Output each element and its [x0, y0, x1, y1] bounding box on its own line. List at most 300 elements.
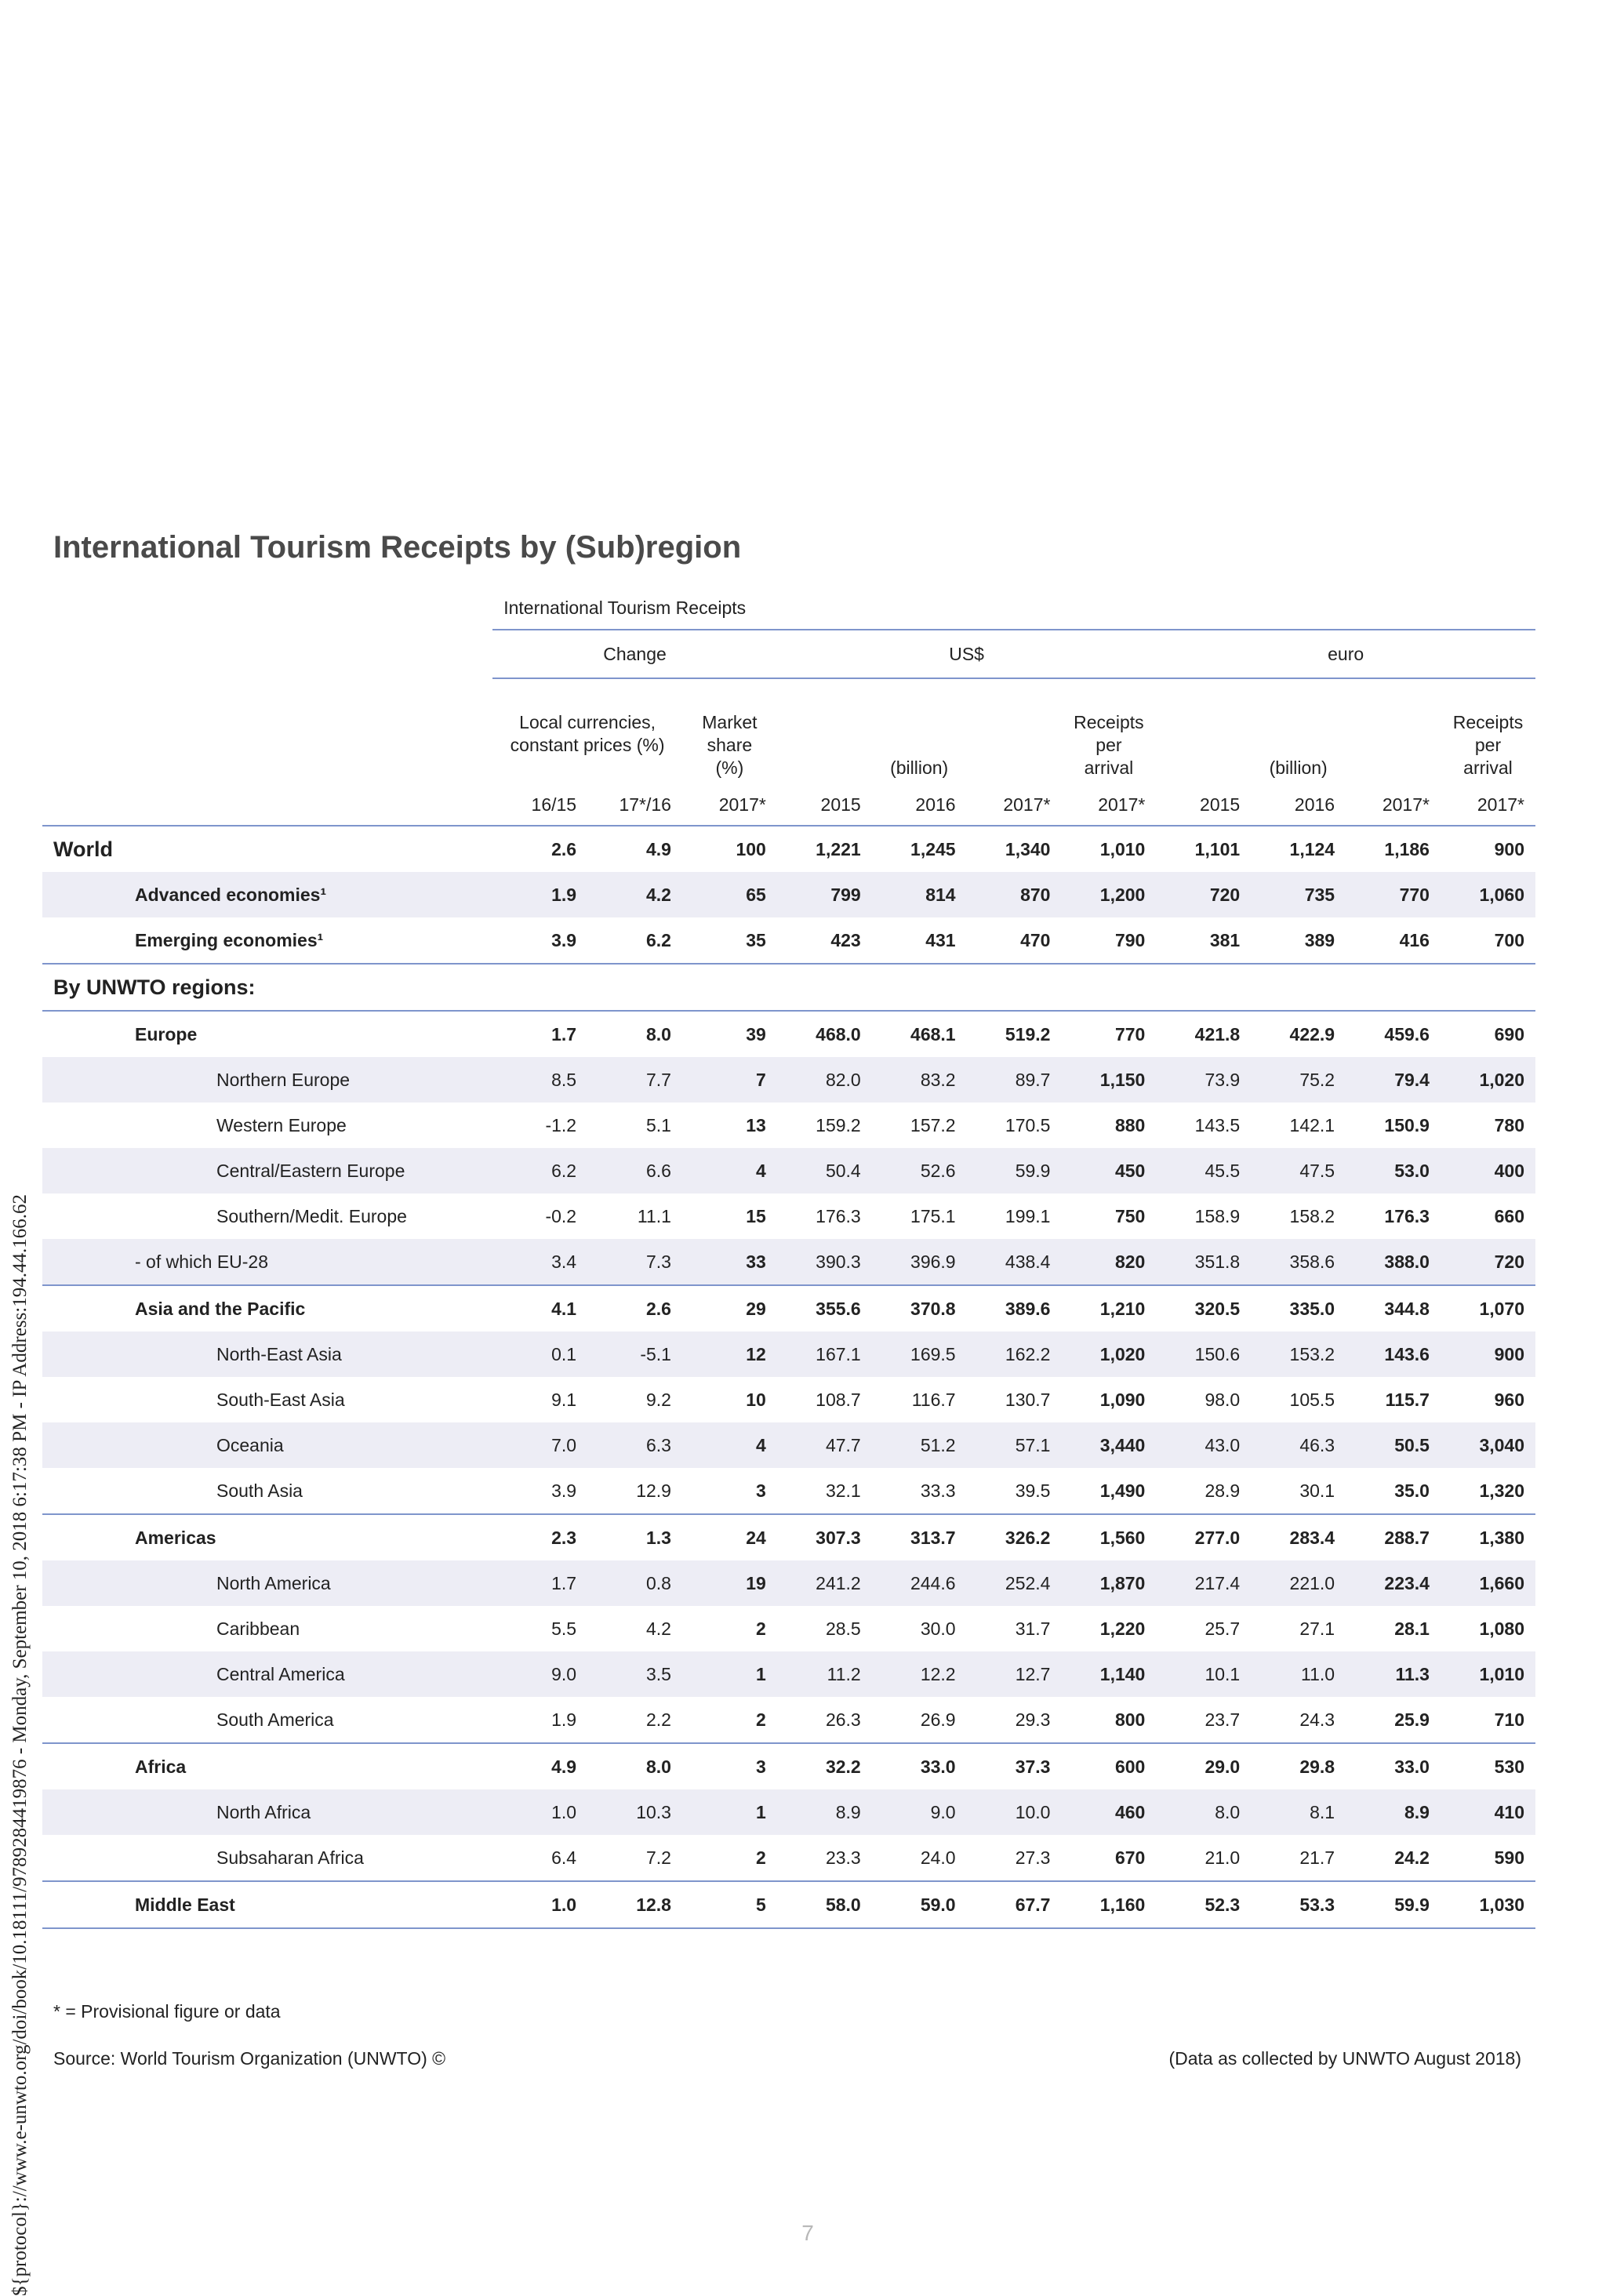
table-cell: 45.5 — [1156, 1148, 1251, 1193]
table-cell: 158.2 — [1289, 1205, 1335, 1226]
table-cell: 31.7 — [1015, 1618, 1051, 1639]
table-cell: 59.0 — [872, 1881, 967, 1928]
table-cell: 53.0 — [1346, 1148, 1441, 1193]
table-cell: 8.9 — [1346, 1789, 1441, 1835]
table-cell: 28.5 — [825, 1618, 861, 1639]
table-cell: 8.0 — [587, 1743, 682, 1789]
table-cell: 244.6 — [872, 1560, 967, 1606]
header-row-subgroups — [42, 678, 1535, 784]
table-cell: 26.9 — [920, 1709, 956, 1730]
table-cell: 37.3 — [967, 1743, 1062, 1789]
header-receipts-per-arrival-usd: Receipts per arrival — [1061, 678, 1156, 784]
table-row — [42, 872, 1535, 917]
table-row — [42, 1560, 1535, 1606]
header-change: Change — [492, 630, 777, 678]
table-cell: 3.4 — [492, 1239, 587, 1285]
collection-note: (Data as collected by UNWTO August 2018) — [1168, 2048, 1521, 2069]
table-row — [42, 1148, 1535, 1193]
table-cell: 6.2 — [587, 917, 682, 964]
table-cell: 2.6 — [551, 838, 577, 859]
table-cell: 422.9 — [1289, 1023, 1335, 1044]
row-label: Central/Eastern Europe — [42, 1148, 492, 1193]
table-cell: 3.9 — [551, 1480, 577, 1501]
table-cell: 170.5 — [1005, 1114, 1051, 1135]
header-euro: euro — [1156, 630, 1535, 678]
table-row — [42, 1331, 1535, 1377]
table-cell: 3 — [756, 1480, 766, 1501]
table-cell: 780 — [1494, 1114, 1524, 1135]
table-cell: 5 — [682, 1881, 777, 1928]
table-cell: 24.0 — [920, 1847, 956, 1868]
table-cell: 100 — [736, 838, 766, 859]
table-cell: 389 — [1251, 917, 1346, 964]
table-cell: 27.3 — [1015, 1847, 1051, 1868]
table-cell: 700 — [1441, 917, 1535, 964]
table-body — [42, 826, 1535, 1928]
row-label: South America — [216, 1709, 334, 1730]
table-cell: 820 — [1061, 1239, 1156, 1285]
table-cell: 9.1 — [551, 1389, 577, 1410]
row-label: Subsaharan Africa — [216, 1847, 364, 1868]
table-cell: 960 — [1494, 1389, 1524, 1410]
table-cell: 58.0 — [777, 1881, 872, 1928]
table-cell: 1,660 — [1441, 1560, 1535, 1606]
table-cell: 143.6 — [1346, 1331, 1441, 1377]
table-cell: 470 — [967, 917, 1062, 964]
table-cell: 1,320 — [1479, 1480, 1524, 1501]
table-cell: 51.2 — [872, 1422, 967, 1468]
table-cell: 50.4 — [777, 1148, 872, 1193]
table-cell: 19 — [682, 1560, 777, 1606]
table-cell: 252.4 — [967, 1560, 1062, 1606]
table-cell: 1,060 — [1441, 872, 1535, 917]
table-cell: 355.6 — [777, 1285, 872, 1331]
table-cell: 770 — [1114, 1023, 1146, 1044]
table-cell: 600 — [1061, 1743, 1156, 1789]
row-label: - of which EU-28 — [42, 1239, 492, 1285]
table-cell: 6.4 — [551, 1847, 577, 1868]
table-cell: 23.7 — [1204, 1709, 1241, 1730]
table-cell: 389.6 — [967, 1285, 1062, 1331]
table-cell: 720 — [1156, 872, 1251, 917]
table-row — [42, 917, 1535, 964]
table-cell: 2 — [756, 1618, 766, 1639]
table-cell: 3.5 — [587, 1651, 682, 1697]
table-cell: 388.0 — [1346, 1239, 1441, 1285]
header-billion-usd: (billion) — [777, 678, 1062, 784]
row-label: Asia and the Pacific — [42, 1285, 492, 1331]
table-cell: 900 — [1494, 838, 1524, 859]
table-cell: 11.0 — [1251, 1651, 1346, 1697]
table-cell: 23.3 — [825, 1847, 861, 1868]
table-cell: 25.7 — [1204, 1618, 1241, 1639]
table-row — [42, 1606, 1535, 1651]
table-cell: 143.5 — [1194, 1114, 1241, 1135]
year-header: 2016 — [872, 784, 967, 826]
table-cell: 390.3 — [777, 1239, 872, 1285]
table-cell: 24.3 — [1299, 1709, 1335, 1730]
table-cell: 33.0 — [1346, 1743, 1441, 1789]
table-cell: 47.5 — [1251, 1148, 1346, 1193]
table-cell: -0.2 — [545, 1205, 577, 1226]
table-cell: 7 — [682, 1057, 777, 1103]
table-cell: 800 — [1114, 1709, 1146, 1730]
table-cell: 1,221 — [816, 838, 861, 859]
table-cell: 30.0 — [920, 1618, 956, 1639]
table-cell: 24 — [682, 1514, 777, 1560]
table-cell: 750 — [1114, 1205, 1146, 1226]
table-cell: 9.2 — [645, 1389, 671, 1410]
table-cell: 46.3 — [1251, 1422, 1346, 1468]
table-cell: 59.9 — [1346, 1881, 1441, 1928]
table-row — [42, 1285, 1535, 1331]
table-cell: 217.4 — [1156, 1560, 1251, 1606]
table-cell: 52.6 — [872, 1148, 967, 1193]
table-cell: 89.7 — [967, 1057, 1062, 1103]
table-cell: 1,010 — [1099, 838, 1146, 859]
table-row — [42, 964, 1535, 1011]
row-label: Western Europe — [216, 1114, 347, 1135]
row-label: Africa — [42, 1743, 492, 1789]
table-cell: 28.1 — [1394, 1618, 1430, 1639]
table-cell: 157.2 — [910, 1114, 956, 1135]
table-cell: 39 — [746, 1023, 766, 1044]
table-cell: 10 — [746, 1389, 766, 1410]
table-cell: 47.7 — [777, 1422, 872, 1468]
table-cell: 15 — [746, 1205, 766, 1226]
table-cell: 53.3 — [1251, 1881, 1346, 1928]
table-cell: 4.1 — [492, 1285, 587, 1331]
table-cell: 8.9 — [777, 1789, 872, 1835]
table-cell: 1,020 — [1441, 1057, 1535, 1103]
table-row — [42, 1835, 1535, 1881]
table-cell: 410 — [1441, 1789, 1535, 1835]
table-row — [42, 1103, 1535, 1148]
table-cell: 4.2 — [645, 1618, 671, 1639]
table-cell: 7.2 — [645, 1847, 671, 1868]
section-heading: By UNWTO regions: — [42, 964, 492, 1011]
table-row — [42, 1881, 1535, 1928]
table-cell: 1,010 — [1441, 1651, 1535, 1697]
table-cell: 24.2 — [1394, 1847, 1430, 1868]
table-cell: 11.1 — [637, 1205, 671, 1226]
table-cell: 33 — [682, 1239, 777, 1285]
table-cell: 6.6 — [587, 1148, 682, 1193]
table-cell: 75.2 — [1251, 1057, 1346, 1103]
table-cell: 351.8 — [1156, 1239, 1251, 1285]
table-cell: 6.2 — [492, 1148, 587, 1193]
table-cell: 11.2 — [777, 1651, 872, 1697]
table-cell: 344.8 — [1346, 1285, 1441, 1331]
table-cell: 770 — [1346, 872, 1441, 917]
table-cell: 8.0 — [1156, 1789, 1251, 1835]
table-cell: 2 — [756, 1709, 766, 1730]
table-cell: 288.7 — [1346, 1514, 1441, 1560]
table-cell: 0.1 — [492, 1331, 587, 1377]
table-cell: 313.7 — [872, 1514, 967, 1560]
header-billion-euro: (billion) — [1156, 678, 1441, 784]
table-cell: 241.2 — [777, 1560, 872, 1606]
table-cell: 5.5 — [551, 1618, 577, 1639]
table-cell: 28.9 — [1204, 1480, 1241, 1501]
year-header: 2016 — [1251, 784, 1346, 826]
header-row-years — [42, 784, 1535, 826]
table-cell: 159.2 — [816, 1114, 861, 1135]
footnote: * = Provisional figure or data — [53, 2001, 281, 2022]
table-cell: 438.4 — [967, 1239, 1062, 1285]
header-usd: US$ — [777, 630, 1157, 678]
table-cell: 150.6 — [1156, 1331, 1251, 1377]
table-cell: 1,186 — [1384, 838, 1430, 859]
header-local-currencies: Local currencies, constant prices (%) — [492, 678, 682, 784]
table-cell: 1,245 — [910, 838, 956, 859]
table-cell: 176.3 — [1384, 1205, 1430, 1226]
year-header: 2017* — [682, 784, 777, 826]
year-header: 2017* — [967, 784, 1062, 826]
table-cell: 11.3 — [1346, 1651, 1441, 1697]
table-cell: 27.1 — [1299, 1618, 1335, 1639]
table-cell: 590 — [1494, 1847, 1524, 1868]
table-cell: 1,101 — [1194, 838, 1241, 859]
table-cell: 150.9 — [1384, 1114, 1430, 1135]
table-cell: 9.0 — [492, 1651, 587, 1697]
page-number: 7 — [801, 2221, 814, 2245]
table-cell: 39.5 — [1015, 1480, 1051, 1501]
table-cell: -1.2 — [545, 1114, 577, 1135]
table-cell: 73.9 — [1156, 1057, 1251, 1103]
table-cell: 1,124 — [1289, 838, 1335, 859]
year-header: 16/15 — [492, 784, 587, 826]
table-cell: 519.2 — [1005, 1023, 1051, 1044]
table-row — [42, 826, 1535, 872]
table-cell: 52.3 — [1156, 1881, 1251, 1928]
table-cell: 33.0 — [872, 1743, 967, 1789]
table-cell: 468.1 — [910, 1023, 956, 1044]
header-super: International Tourism Receipts — [503, 597, 747, 618]
table-cell: 1,150 — [1061, 1057, 1156, 1103]
table-cell: 167.1 — [777, 1331, 872, 1377]
table-cell: 12.7 — [967, 1651, 1062, 1697]
year-header: 2017* — [1061, 784, 1156, 826]
table-cell: 29 — [682, 1285, 777, 1331]
source-note: Source: World Tourism Organization (UNWTO) © — [53, 2048, 446, 2069]
table-cell: 335.0 — [1251, 1285, 1346, 1331]
table-cell: 450 — [1061, 1148, 1156, 1193]
table-cell: 59.9 — [967, 1148, 1062, 1193]
table-cell: 3,440 — [1061, 1422, 1156, 1468]
table-row — [42, 1011, 1535, 1057]
table-cell: 82.0 — [777, 1057, 872, 1103]
row-label: Northern Europe — [42, 1057, 492, 1103]
table-cell: 1,030 — [1441, 1881, 1535, 1928]
table-cell: 162.2 — [967, 1331, 1062, 1377]
table-cell: 2.3 — [492, 1514, 587, 1560]
table-cell: 21.7 — [1299, 1847, 1335, 1868]
table-cell: 221.0 — [1251, 1560, 1346, 1606]
table-row — [42, 1057, 1535, 1103]
table-cell: 8.5 — [492, 1057, 587, 1103]
table-cell: 12.8 — [587, 1881, 682, 1928]
table-cell: 158.9 — [1194, 1205, 1241, 1226]
table-cell: 381 — [1156, 917, 1251, 964]
table-cell: 2.6 — [587, 1285, 682, 1331]
table-cell: 1,160 — [1061, 1881, 1156, 1928]
table-cell: 12.2 — [872, 1651, 967, 1697]
table-cell: 43.0 — [1156, 1422, 1251, 1468]
table-cell: 1,380 — [1441, 1514, 1535, 1560]
table-cell: 710 — [1494, 1709, 1524, 1730]
table-cell: 32.2 — [777, 1743, 872, 1789]
table-cell: 1,490 — [1099, 1480, 1146, 1501]
table-cell: 4.9 — [492, 1743, 587, 1789]
table-cell: 7.7 — [587, 1057, 682, 1103]
table-cell: 460 — [1061, 1789, 1156, 1835]
table-cell: 4 — [682, 1148, 777, 1193]
row-label: Advanced economies¹ — [42, 872, 492, 917]
table-cell: 7.0 — [492, 1422, 587, 1468]
table-cell: 142.1 — [1289, 1114, 1335, 1135]
table-cell: 358.6 — [1251, 1239, 1346, 1285]
year-header: 2017* — [1346, 784, 1441, 826]
table-cell: 396.9 — [872, 1239, 967, 1285]
table-cell: 720 — [1441, 1239, 1535, 1285]
table-cell: 1 — [682, 1651, 777, 1697]
table-cell: 814 — [872, 872, 967, 917]
table-cell: 1,070 — [1441, 1285, 1535, 1331]
table-cell: 169.5 — [872, 1331, 967, 1377]
table-cell: 3 — [682, 1743, 777, 1789]
table-cell: 9.0 — [872, 1789, 967, 1835]
table-cell: 10.1 — [1156, 1651, 1251, 1697]
row-label: South Asia — [216, 1480, 303, 1501]
table-cell: 29.0 — [1156, 1743, 1251, 1789]
table-cell: 1,340 — [1005, 838, 1051, 859]
receipts-table-wrapper — [42, 587, 1535, 1929]
table-cell: 660 — [1494, 1205, 1524, 1226]
row-label: Europe — [135, 1023, 198, 1044]
table-cell: 32.1 — [825, 1480, 861, 1501]
row-label: Americas — [42, 1514, 492, 1560]
table-cell: 423 — [777, 917, 872, 964]
table-cell: 21.0 — [1204, 1847, 1241, 1868]
table-cell: 175.1 — [910, 1205, 956, 1226]
table-cell: 4.9 — [645, 838, 671, 859]
table-cell: 1,020 — [1061, 1331, 1156, 1377]
header-row-super — [42, 587, 1535, 630]
table-cell: 2.2 — [645, 1709, 671, 1730]
table-cell: 326.2 — [967, 1514, 1062, 1560]
table-cell: -5.1 — [587, 1331, 682, 1377]
table-row — [42, 1789, 1535, 1835]
row-label: South-East Asia — [216, 1389, 345, 1410]
table-cell: 1,140 — [1061, 1651, 1156, 1697]
table-cell: 416 — [1346, 917, 1441, 964]
table-cell: 116.7 — [911, 1389, 956, 1410]
table-cell: 10.3 — [587, 1789, 682, 1835]
table-cell: 283.4 — [1251, 1514, 1346, 1560]
table-cell: 98.0 — [1204, 1389, 1241, 1410]
table-cell: 30.1 — [1299, 1480, 1335, 1501]
row-label: Middle East — [42, 1881, 492, 1928]
table-cell: 199.1 — [1005, 1205, 1051, 1226]
header-market-share: Market share (%) — [682, 678, 777, 784]
table-cell: 421.8 — [1194, 1023, 1241, 1044]
table-cell: 4 — [682, 1422, 777, 1468]
table-cell: 10.0 — [967, 1789, 1062, 1835]
table-cell: 1,220 — [1099, 1618, 1146, 1639]
table-cell: 115.7 — [1385, 1389, 1430, 1410]
table-cell: 1.0 — [492, 1881, 587, 1928]
year-header: 17*/16 — [587, 784, 682, 826]
table-cell: 1,080 — [1479, 1618, 1524, 1639]
row-label: World — [53, 837, 113, 861]
table-cell: 1.9 — [551, 1709, 577, 1730]
table-cell: 1.7 — [492, 1560, 587, 1606]
row-label: North Africa — [42, 1789, 492, 1835]
row-label: North America — [42, 1560, 492, 1606]
table-row — [42, 1743, 1535, 1789]
table-row — [42, 1377, 1535, 1422]
year-header: 2015 — [1156, 784, 1251, 826]
table-cell: 400 — [1441, 1148, 1535, 1193]
table-cell: 108.7 — [816, 1389, 861, 1410]
table-cell: 35 — [682, 917, 777, 964]
table-cell: 431 — [872, 917, 967, 964]
table-row — [42, 1697, 1535, 1743]
table-cell: 8.0 — [645, 1023, 671, 1044]
table-cell: 900 — [1441, 1331, 1535, 1377]
table-cell: 3,040 — [1441, 1422, 1535, 1468]
row-label: Central America — [42, 1651, 492, 1697]
header-row-groups — [42, 630, 1535, 678]
table-cell: 67.7 — [967, 1881, 1062, 1928]
table-cell: 1 — [682, 1789, 777, 1835]
table-cell: 130.7 — [1005, 1389, 1051, 1410]
table-cell: 1,090 — [1099, 1389, 1146, 1410]
row-label: Southern/Medit. Europe — [216, 1205, 407, 1226]
row-label: Caribbean — [216, 1618, 300, 1639]
table-row — [42, 1468, 1535, 1514]
row-label: Oceania — [42, 1422, 492, 1468]
table-cell: 57.1 — [967, 1422, 1062, 1468]
table-cell: 6.3 — [587, 1422, 682, 1468]
header-receipts-per-arrival-euro: Receipts per arrival — [1441, 678, 1535, 784]
table-cell: 8.1 — [1251, 1789, 1346, 1835]
table-cell: 153.2 — [1251, 1331, 1346, 1377]
row-label: Emerging economies¹ — [42, 917, 492, 964]
table-row — [42, 1239, 1535, 1285]
table-cell: 1.0 — [492, 1789, 587, 1835]
table-cell: 1.7 — [551, 1023, 577, 1044]
table-cell: 2 — [756, 1847, 766, 1868]
table-cell: 790 — [1061, 917, 1156, 964]
table-row — [42, 1193, 1535, 1239]
table-cell: 105.5 — [1289, 1389, 1335, 1410]
table-cell: 13 — [746, 1114, 766, 1135]
table-cell: 1.9 — [492, 872, 587, 917]
table-cell: 4.2 — [587, 872, 682, 917]
table-cell: 79.4 — [1346, 1057, 1441, 1103]
table-cell: 690 — [1494, 1023, 1524, 1044]
table-cell: 3.9 — [492, 917, 587, 964]
table-cell: 29.3 — [1015, 1709, 1051, 1730]
table-cell: 83.2 — [872, 1057, 967, 1103]
table-cell: 1.3 — [587, 1514, 682, 1560]
table-cell: 1,560 — [1061, 1514, 1156, 1560]
table-cell: 880 — [1114, 1114, 1146, 1135]
table-cell: 33.3 — [920, 1480, 956, 1501]
table-cell: 370.8 — [872, 1285, 967, 1331]
